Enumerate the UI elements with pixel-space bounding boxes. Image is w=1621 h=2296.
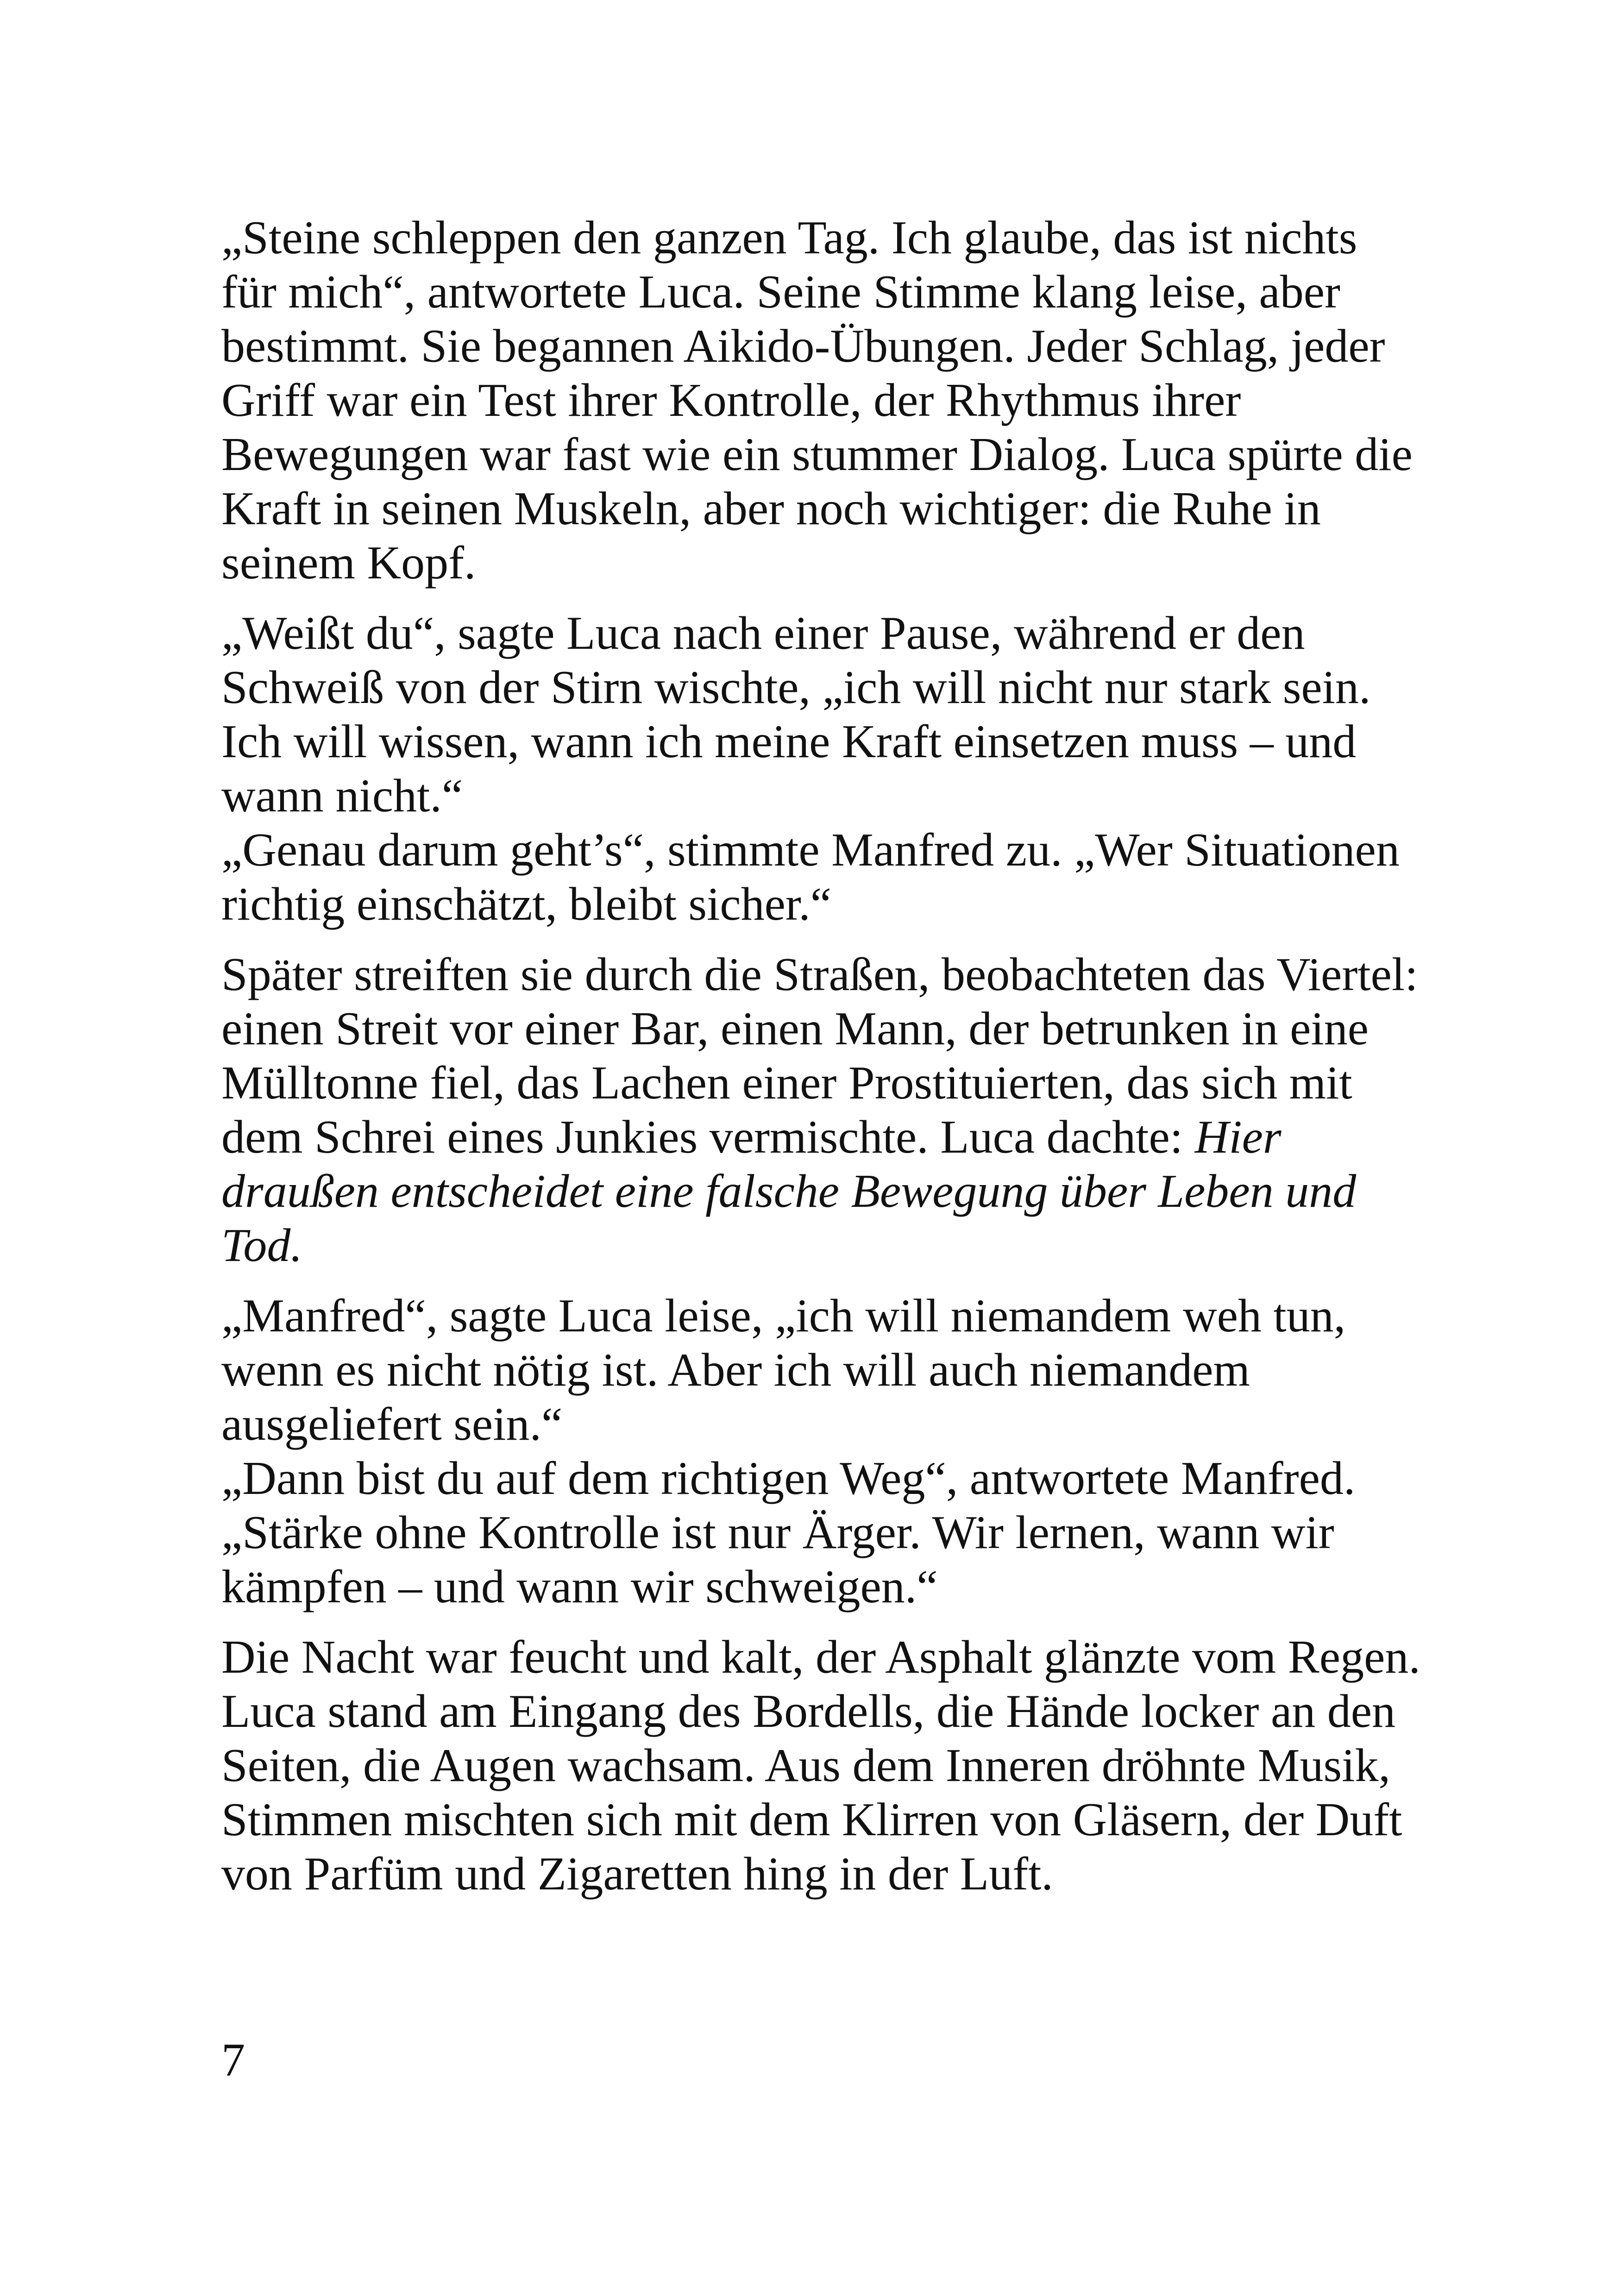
text-run: Kraft in seinen Muskeln, aber noch wichtiger: die Ruhe in (221, 483, 1321, 535)
text-line (221, 1847, 1449, 1901)
text-line (221, 1506, 1449, 1560)
text-line (221, 715, 1449, 769)
text-line (221, 1560, 1449, 1614)
text-run: Mülltonne fiel, das Lachen einer Prostituierten, das sich mit (221, 1057, 1352, 1109)
text-run: Griff war ein Test ihrer Kontrolle, der Rhythmus ihrer (221, 374, 1241, 427)
text-run: ausgeliefert sein.“ (221, 1398, 563, 1450)
paragraph-3 (221, 947, 1449, 1273)
text-line (221, 373, 1449, 427)
text-run: für mich“, antwortete Luca. Seine Stimme klang leise, aber (221, 266, 1340, 318)
text-run: kämpfen – und wann wir schweigen.“ (221, 1561, 938, 1613)
text-run: bestimmt. Sie begannen Aikido-Übungen. Jeder Schlag, jeder (221, 320, 1385, 372)
text-line (221, 823, 1449, 877)
text-run-italic: draußen entscheidet eine falsche Bewegung über Leben und (221, 1165, 1357, 1217)
text-line (221, 1397, 1449, 1451)
text-line (221, 1002, 1449, 1056)
text-run: „Weißt du“, sagte Luca nach einer Pause, während er den (221, 607, 1305, 659)
text-run: Die Nacht war feucht und kalt, der Asphalt glänzte vom Regen. (221, 1631, 1420, 1683)
text-run: von Parfüm und Zigaretten hing in der Luft. (221, 1848, 1053, 1900)
text-run: Bewegungen war fast wie ein stummer Dialog. Luca spürte die (221, 428, 1413, 481)
text-line (221, 1110, 1449, 1164)
text-line (221, 660, 1449, 715)
text-line (221, 482, 1449, 536)
text-run: dem Schrei eines Junkies vermischte. Luca dachte: (221, 1111, 1195, 1163)
text-line (221, 319, 1449, 373)
text-line (221, 1164, 1449, 1218)
text-run: Luca stand am Eingang des Bordells, die Hände locker an den (221, 1685, 1396, 1738)
text-run-italic: Hier (1194, 1111, 1282, 1163)
text-line (221, 1630, 1449, 1684)
text-run: wann nicht.“ (221, 770, 463, 822)
text-run: „Genau darum geht’s“, stimmte Manfred zu. „Wer Situationen (221, 824, 1400, 876)
text-run: Seiten, die Augen wachsam. Aus dem Inneren dröhnte Musik, (221, 1739, 1391, 1792)
text-line (221, 1684, 1449, 1738)
text-run: „Dann bist du auf dem richtigen Weg“, antwortete Manfred. (221, 1452, 1356, 1505)
text-line (221, 1218, 1449, 1273)
text-line (221, 1793, 1449, 1847)
text-line (221, 427, 1449, 482)
text-run: „Steine schleppen den ganzen Tag. Ich glaube, das ist nichts (221, 212, 1357, 264)
text-line (221, 1738, 1449, 1793)
text-run: „Manfred“, sagte Luca leise, „ich will niemandem weh tun, (221, 1290, 1346, 1342)
text-run-italic: Tod. (221, 1219, 302, 1272)
paragraph-5 (221, 1630, 1449, 1901)
text-run: Stimmen mischten sich mit dem Klirren von Gläsern, der Duft (221, 1794, 1402, 1846)
text-run: „Stärke ohne Kontrolle ist nur Ärger. Wir lernen, wann wir (221, 1506, 1334, 1559)
text-run: wenn es nicht nötig ist. Aber ich will auch niemandem (221, 1344, 1250, 1396)
text-run: einen Streit vor einer Bar, einen Mann, der betrunken in eine (221, 1003, 1369, 1055)
paragraph-2 (221, 606, 1449, 931)
text-line (221, 877, 1449, 931)
text-line (221, 1056, 1449, 1110)
text-line (221, 536, 1449, 590)
page-body (221, 211, 1449, 1917)
paragraph-1 (221, 211, 1449, 590)
text-line (221, 1289, 1449, 1343)
paragraph-4 (221, 1289, 1449, 1614)
text-run: Später streiften sie durch die Straßen, beobachteten das Viertel: (221, 948, 1418, 1001)
text-run: Schweiß von der Stirn wischte, „ich will nicht nur stark sein. (221, 661, 1371, 714)
text-line (221, 211, 1449, 265)
text-line (221, 1343, 1449, 1397)
text-run: richtig einschätzt, bleibt sicher.“ (221, 878, 832, 930)
text-run: seinem Kopf. (221, 537, 476, 589)
text-run: Ich will wissen, wann ich meine Kraft einsetzen muss – und (221, 715, 1357, 768)
text-line (221, 1451, 1449, 1506)
page-number: 7 (221, 2034, 245, 2086)
text-line (221, 265, 1449, 319)
text-line (221, 606, 1449, 660)
text-line (221, 947, 1449, 1002)
text-line (221, 769, 1449, 823)
